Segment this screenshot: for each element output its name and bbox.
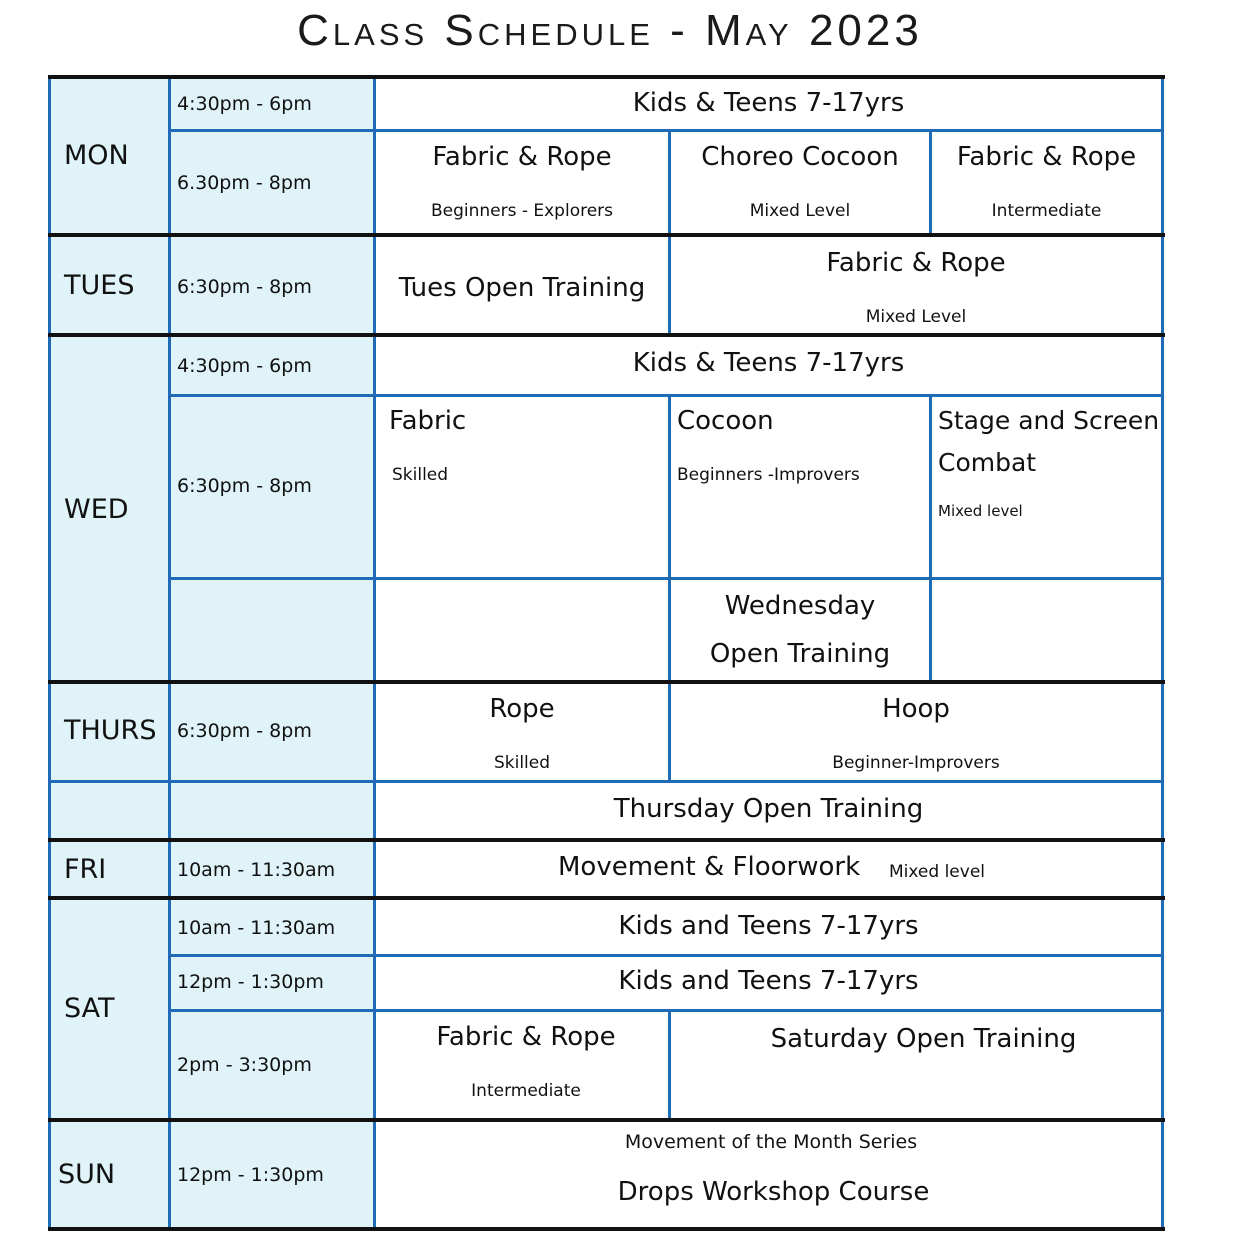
- day-separator: [48, 233, 1165, 237]
- time-slot: 10am - 11:30am: [177, 917, 336, 939]
- day-separator: [48, 838, 1165, 842]
- time-slot: 6:30pm - 8pm: [177, 720, 312, 742]
- class-title: Open Training: [709, 639, 891, 669]
- day-separator: [48, 75, 1165, 79]
- time-slot: 6:30pm - 8pm: [177, 475, 312, 497]
- class-title: Fabric: [389, 406, 467, 436]
- class-title: Wednesday: [724, 591, 876, 621]
- grid-line: [48, 78, 51, 1230]
- grid-line: [168, 577, 1164, 580]
- class-level: Skilled: [493, 753, 551, 773]
- class-level: Movement of the Month Series: [624, 1131, 918, 1153]
- time-slot: 2pm - 3:30pm: [177, 1054, 312, 1076]
- day-label-sun: SUN: [58, 1159, 116, 1190]
- class-title: Fabric & Rope: [432, 142, 612, 172]
- class-title: Hoop: [882, 694, 950, 724]
- day-label-thurs: THURS: [64, 715, 157, 746]
- class-level: Mixed Level: [865, 307, 967, 327]
- class-title: Movement & Floorwork: [558, 852, 861, 882]
- class-title: Fabric & Rope: [956, 142, 1137, 172]
- class-level: Skilled: [392, 465, 449, 485]
- class-level: Beginners - Explorers: [430, 201, 614, 221]
- day-label-tues: TUES: [64, 270, 135, 301]
- class-title: Fabric & Rope: [436, 1022, 616, 1052]
- day-column-bg: [50, 78, 170, 1228]
- day-separator: [48, 896, 1165, 900]
- day-separator: [48, 1227, 1165, 1231]
- class-title: Thursday Open Training: [613, 794, 924, 824]
- grid-line: [168, 1009, 1164, 1012]
- day-separator: [48, 680, 1165, 684]
- grid-line: [929, 396, 932, 682]
- class-title: Saturday Open Training: [770, 1024, 1077, 1054]
- class-level: Beginners -Improvers: [677, 465, 860, 485]
- class-level: Mixed level: [889, 862, 986, 882]
- class-title: Rope: [489, 694, 555, 724]
- page-title: Class Schedule - May 2023: [297, 6, 923, 55]
- class-title: Drops Workshop Course: [617, 1177, 930, 1207]
- class-title: Kids & Teens 7-17yrs: [632, 88, 905, 118]
- class-level: Beginner-Improvers: [832, 753, 1000, 773]
- grid-line: [373, 78, 376, 1230]
- day-label-wed: WED: [64, 494, 129, 525]
- class-title: Kids & Teens 7-17yrs: [632, 348, 905, 378]
- grid-line: [48, 780, 1164, 783]
- grid-line: [168, 394, 1164, 397]
- grid-line: [168, 78, 171, 1230]
- day-label-sat: SAT: [64, 993, 115, 1024]
- time-slot: 12pm - 1:30pm: [177, 971, 324, 993]
- time-slot: 4:30pm - 6pm: [177, 93, 312, 115]
- day-separator: [48, 333, 1165, 337]
- class-title: Combat: [938, 448, 1037, 477]
- class-title: Stage and Screen: [938, 406, 1160, 435]
- class-level: Intermediate: [991, 201, 1102, 221]
- class-level: Mixed level: [938, 502, 1023, 520]
- grid-line: [168, 129, 1164, 132]
- class-title: Kids and Teens 7-17yrs: [618, 911, 919, 941]
- class-level: Mixed Level: [749, 201, 851, 221]
- class-level: Intermediate: [471, 1081, 581, 1101]
- time-slot: 6:30pm - 8pm: [177, 276, 312, 298]
- grid-line: [168, 954, 1164, 957]
- day-separator: [48, 1118, 1165, 1122]
- time-slot: 10am - 11:30am: [177, 859, 336, 881]
- class-title: Fabric & Rope: [826, 248, 1006, 278]
- class-title: Choreo Cocoon: [701, 142, 899, 172]
- class-title: Tues Open Training: [398, 273, 646, 303]
- class-title: Kids and Teens 7-17yrs: [618, 966, 919, 996]
- day-label-fri: FRI: [64, 854, 107, 885]
- class-title: Cocoon: [677, 406, 774, 436]
- time-slot: 4:30pm - 6pm: [177, 355, 312, 377]
- time-slot: 6.30pm - 8pm: [177, 172, 312, 194]
- time-slot: 12pm - 1:30pm: [177, 1164, 324, 1186]
- day-label-mon: MON: [64, 140, 129, 171]
- grid-line: [1161, 78, 1164, 1230]
